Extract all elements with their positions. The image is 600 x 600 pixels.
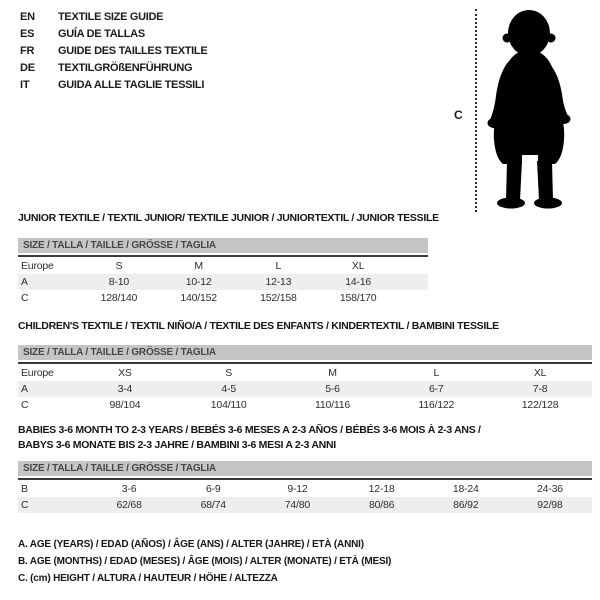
row-label: Europe [21, 260, 54, 272]
row-label: A [21, 276, 28, 288]
size-cell: 104/110 [210, 399, 247, 411]
table-row [18, 397, 592, 413]
size-cell: L [275, 260, 282, 272]
size-cell: XS [118, 367, 132, 379]
language-code: EN [20, 10, 35, 23]
size-header-bar: SIZE / TALLA / TAILLE / GRÖSSE / TAGLIA [18, 238, 428, 253]
size-cell: XL [351, 260, 365, 272]
size-cell: 6-9 [205, 483, 221, 495]
table-body [18, 478, 592, 513]
size-cell: 68/74 [200, 499, 226, 511]
size-cell: 5-6 [325, 383, 340, 395]
table-row [18, 258, 428, 274]
size-cell: M [328, 367, 337, 379]
size-cell: 12-13 [265, 276, 292, 288]
language-title: TEXTILGRÖßENFÜHRUNG [58, 61, 193, 74]
language-code: ES [20, 27, 35, 40]
row-label: Europe [21, 367, 54, 379]
note-height-cm: C. (cm) HEIGHT / ALTURA / HAUTEUR / HÖHE / ALTEZZA [18, 573, 278, 584]
size-cell: 8-10 [108, 276, 129, 288]
table-body [18, 255, 428, 306]
language-code: IT [20, 78, 30, 91]
height-measure-label: C [454, 108, 463, 122]
language-title: GUÍA DE TALLAS [58, 27, 145, 40]
table-row [18, 481, 592, 497]
row-label: C [21, 499, 29, 511]
size-cell: 18-24 [452, 483, 479, 495]
language-code: FR [20, 44, 35, 57]
size-cell: 80/86 [368, 499, 395, 511]
size-cell: 98/104 [109, 399, 141, 411]
size-header-bar: SIZE / TALLA / TAILLE / GRÖSSE / TAGLIA [18, 345, 592, 360]
language-code: DE [20, 61, 35, 74]
section-title-babies [18, 423, 481, 453]
size-cell: 62/68 [116, 499, 142, 511]
note-age-years: A. AGE (YEARS) / EDAD (AÑOS) / ÂGE (ANS) / ALTER (JAHRE) / ETÀ (ANNI) [18, 539, 364, 550]
size-cell: 110/116 [314, 399, 350, 411]
note-age-months: B. AGE (MONTHS) / EDAD (MESES) / ÂGE (MOIS) / ALTER (MONATE) / ETÀ (MESI) [18, 556, 392, 567]
language-title: GUIDA ALLE TAGLIE TESSILI [58, 78, 205, 91]
size-cell: 3-4 [117, 383, 133, 395]
junior-size-table [18, 238, 428, 306]
size-cell: 12-18 [368, 483, 395, 495]
language-title: GUIDE DES TAILLES TEXTILE [58, 44, 208, 57]
table-row [18, 290, 428, 306]
size-cell: 4-5 [221, 383, 236, 395]
table-row [18, 497, 592, 513]
size-cell: 128/140 [100, 292, 138, 304]
size-cell: 92/98 [537, 499, 563, 511]
size-cell: S [225, 367, 233, 379]
size-cell: 14-16 [345, 276, 372, 288]
size-cell: 9-12 [287, 483, 308, 495]
size-cell: XL [533, 367, 547, 379]
size-cell: L [433, 367, 440, 379]
table-body [18, 362, 592, 413]
language-list [20, 8, 207, 93]
row-label: A [21, 383, 28, 395]
size-cell: 10-12 [185, 276, 212, 288]
row-label: B [21, 483, 28, 495]
size-cell: 86/92 [453, 499, 479, 511]
language-row [20, 59, 207, 76]
size-cell: 24-36 [537, 483, 563, 495]
toddler-silhouette-icon [484, 8, 574, 213]
section-title-junior: JUNIOR TEXTILE / TEXTIL JUNIOR/ TEXTILE JUNIOR / JUNIORTEXTIL / JUNIOR TESSILE [18, 212, 439, 224]
children-size-table [18, 345, 592, 413]
size-cell: S [115, 260, 123, 272]
table-row [18, 365, 592, 381]
row-label: C [21, 292, 29, 304]
babies-size-table [18, 461, 592, 513]
size-cell: 116/122 [418, 399, 455, 411]
row-label: C [21, 399, 29, 411]
size-cell: 122/128 [521, 399, 559, 411]
language-title: TEXTILE SIZE GUIDE [58, 10, 164, 23]
size-cell: 158/170 [339, 292, 377, 304]
table-row [18, 274, 428, 290]
size-cell: 6-7 [429, 383, 444, 395]
section-title-babies-line2: BABYS 3-6 MONATE BIS 2-3 JAHRE / BAMBINI 3-6 MESI A 2-3 ANNI [18, 439, 336, 451]
section-title-babies-line1: BABIES 3-6 MONTH TO 2-3 YEARS / BEBÉS 3-6 MESES A 2-3 AÑOS / BÉBÉS 3-6 MOIS À 2-3 ANS / [18, 424, 481, 436]
table-row [18, 381, 592, 397]
height-measure-line [475, 9, 477, 212]
size-cell: 152/158 [260, 292, 297, 304]
section-title-children: CHILDREN'S TEXTILE / TEXTIL NIÑO/A / TEXTILE DES ENFANTS / KINDERTEXTIL / BAMBINI TESSILE [18, 320, 499, 332]
height-figure [448, 6, 598, 216]
size-cell: 74/80 [284, 499, 311, 511]
size-cell: M [194, 260, 203, 272]
legend-notes [18, 536, 391, 587]
size-header-bar: SIZE / TALLA / TAILLE / GRÖSSE / TAGLIA [18, 461, 592, 476]
language-row [20, 8, 207, 25]
size-cell: 7-8 [532, 383, 548, 395]
language-row [20, 25, 207, 42]
language-row [20, 42, 207, 59]
size-cell: 140/152 [180, 292, 217, 304]
size-cell: 3-6 [121, 483, 137, 495]
language-row [20, 76, 207, 93]
